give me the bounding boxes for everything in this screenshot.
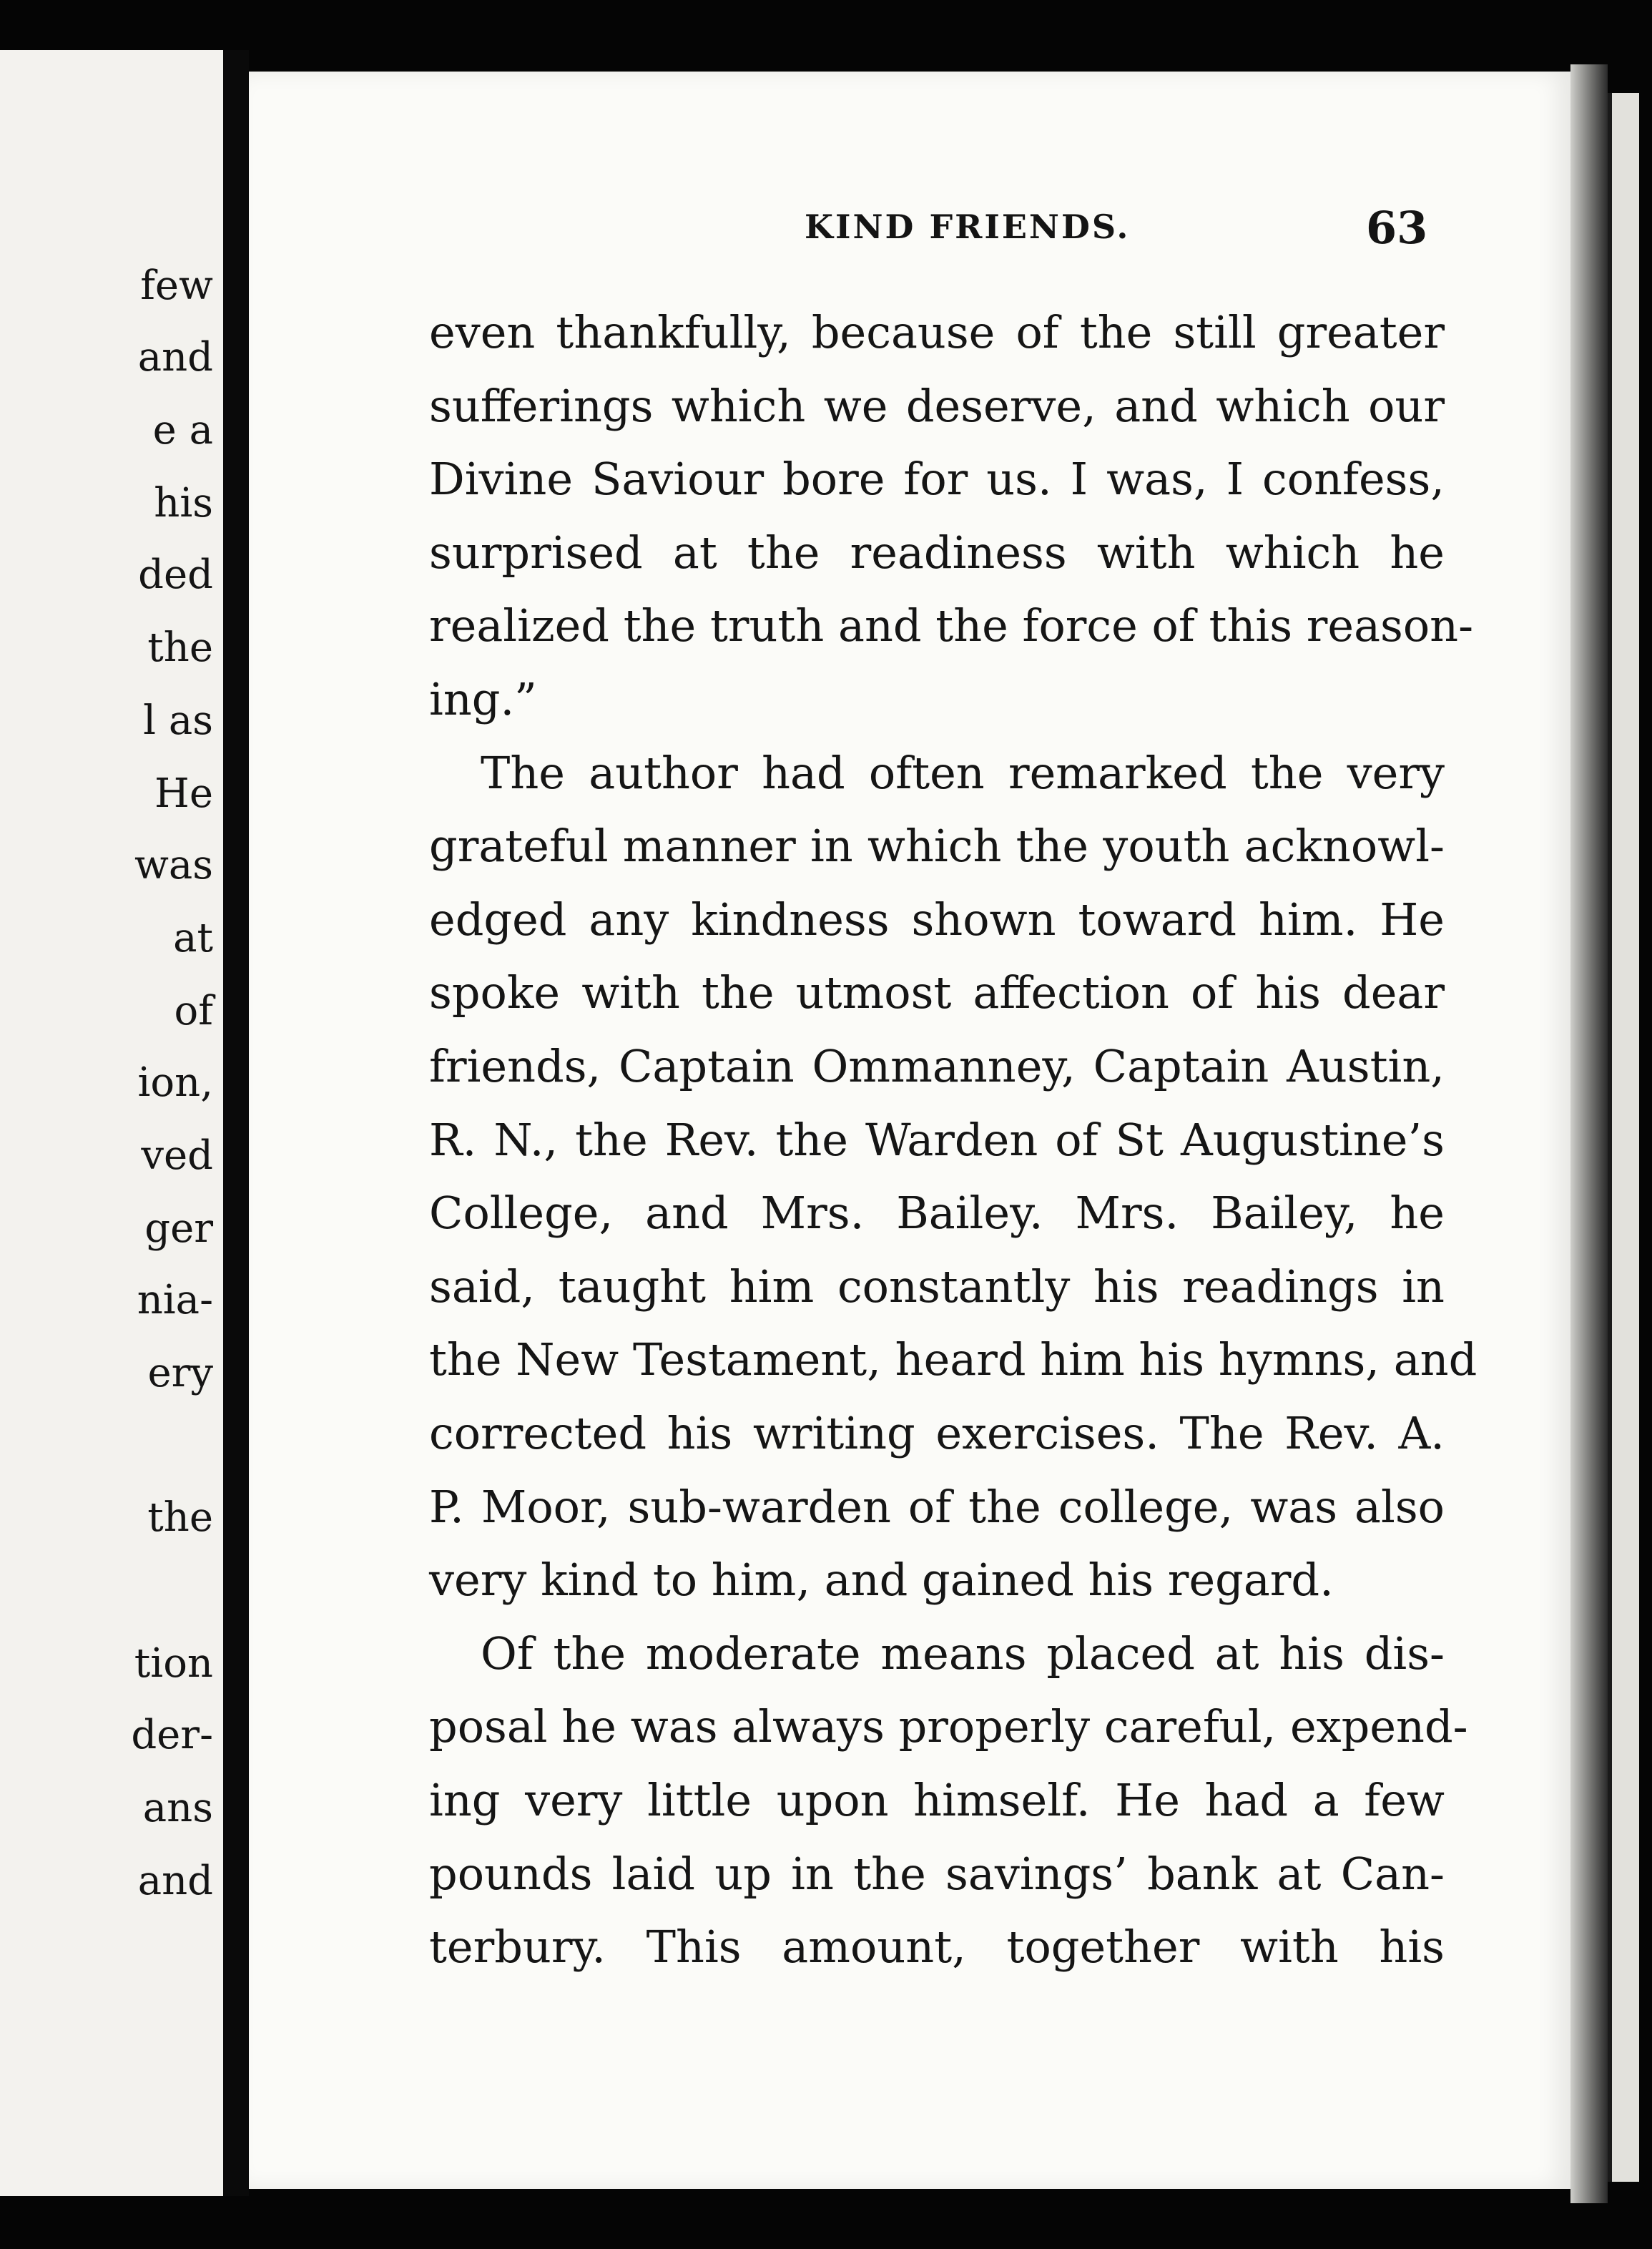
- page-right-edge: [1570, 64, 1608, 2203]
- text-line: sufferings which we deserve, and which our: [429, 379, 1445, 432]
- text-line: even thankfully, because of the still greater: [429, 306, 1445, 358]
- text-line: R. N., the Rev. the Warden of St Augustine’s: [429, 1113, 1445, 1166]
- left-page-fragment: nia-: [137, 1277, 213, 1323]
- text-line: realized the truth and the force of this reason-: [429, 599, 1474, 652]
- text-line: College, and Mrs. Bailey. Mrs. Bailey, he: [429, 1187, 1445, 1240]
- text-line: friends, Captain Ommanney, Captain Austin,: [429, 1040, 1445, 1092]
- left-page-fragment: at: [173, 915, 213, 961]
- left-page-fragment: tion: [134, 1640, 213, 1687]
- text-line: surprised at the readiness with which he: [429, 526, 1445, 579]
- text-line: Divine Saviour bore for us. I was, I confess,: [429, 453, 1445, 506]
- running-head: KIND FRIENDS.: [805, 207, 1131, 246]
- text-line: posal he was always properly careful, expend-: [429, 1700, 1468, 1753]
- left-page-fragment: few: [140, 263, 213, 309]
- left-page-fragment: was: [134, 842, 213, 888]
- left-page-fragment: and: [137, 1858, 213, 1904]
- text-line: pounds laid up in the savings’ bank at Can-: [429, 1847, 1445, 1900]
- text-line: grateful manner in which the youth acknowl-: [429, 820, 1445, 873]
- book-gutter: [223, 50, 249, 2196]
- text-line: ing.”: [429, 673, 537, 725]
- left-page-edge: [0, 50, 223, 2196]
- text-line: said, taught him constantly his readings in: [429, 1260, 1445, 1313]
- page-number: 63: [1366, 202, 1428, 254]
- text-line: edged any kindness shown toward him. He: [429, 893, 1445, 946]
- left-page-fragment: l as: [143, 697, 213, 744]
- left-page-fragment: the: [147, 624, 213, 671]
- text-line: P. Moor, sub-warden of the college, was also: [429, 1480, 1445, 1533]
- left-page-fragment: e a: [152, 407, 213, 454]
- left-page-fragment: the: [147, 1494, 213, 1541]
- text-line: terbury. This amount, together with his: [429, 1921, 1445, 1974]
- text-line: spoke with the utmost affection of his dear: [429, 966, 1445, 1019]
- left-page-fragment: of: [174, 988, 213, 1034]
- left-page-fragment: his: [154, 480, 213, 526]
- text-line: The author had often remarked the very: [481, 746, 1445, 799]
- left-page-fragment: ded: [138, 552, 213, 598]
- text-line: very kind to him, and gained his regard.: [429, 1554, 1334, 1607]
- left-page-fragment: ion,: [137, 1059, 213, 1106]
- left-page-fragment: ans: [142, 1785, 213, 1831]
- left-page-fragment: ery: [147, 1350, 213, 1396]
- text-line: Of the moderate means placed at his dis-: [481, 1627, 1445, 1680]
- left-page-fragment: He: [154, 770, 213, 817]
- text-line: ing very little upon himself. He had a few: [429, 1774, 1445, 1826]
- left-page-fragment: ved: [141, 1132, 213, 1179]
- text-line: corrected his writing exercises. The Rev. A.: [429, 1407, 1445, 1459]
- left-page-fragment: der-: [131, 1712, 213, 1758]
- left-page-fragment: and: [137, 334, 213, 381]
- text-line: the New Testament, heard him his hymns, and: [429, 1333, 1478, 1386]
- next-page-edge: [1608, 93, 1639, 2182]
- left-page-fragment: ger: [144, 1205, 213, 1252]
